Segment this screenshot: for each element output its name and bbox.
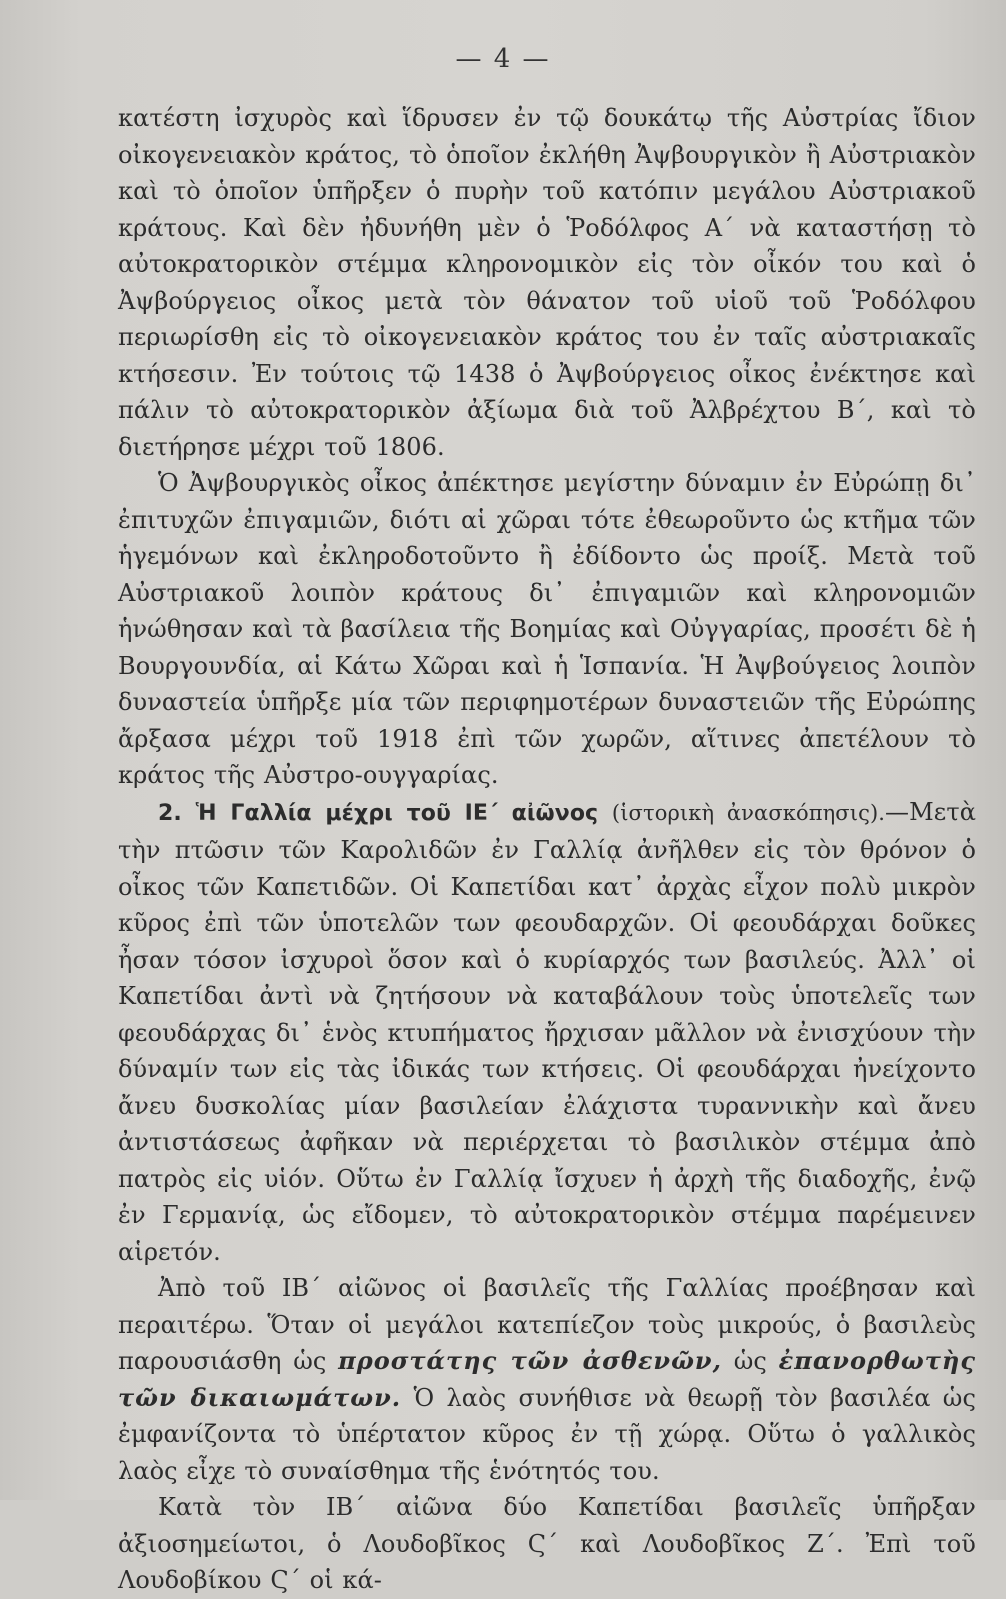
emphasis-restorer: ἐπανορθωτὴς τῶν δικαιωμάτων. bbox=[118, 1346, 976, 1412]
section-2-paragraph bbox=[118, 794, 976, 1271]
paragraph-4 bbox=[118, 1270, 976, 1489]
section-note: (ἱστορικὴ ἀνασκόπησις). bbox=[611, 800, 886, 825]
section-title: Ἡ Γαλλία μέχρι τοῦ ΙΕ΄ αἰῶνος bbox=[195, 800, 599, 826]
body-text bbox=[118, 100, 976, 1599]
paragraph-1: κατέστη ἰσχυρὸς καὶ ἵδρυσεν ἐν τῷ δουκάτῳ τῆς Αὐστρίας ἴδιον οἰκογενειακὸν κράτος, τὸ ὁποῖον ἐκλήθη Ἀψβουργικὸν ἢ Αὐστριακὸν καὶ τὸ ὁποῖον ὑπῆρξεν ὁ πυρὴν τοῦ κατόπιν μεγάλου Αὐστριακοῦ κράτους. Καὶ δὲν ἠδυνήθη μὲν ὁ Ῥοδόλφος Α΄ νὰ καταστήσῃ τὸ αὐτοκρατορικὸν στέμμα κληρονομικὸν εἰς τὸν οἶκόν του καὶ ὁ Ἀψβούργειος οἶκος μετὰ τὸν θάνατον τοῦ υἱοῦ τοῦ Ῥοδόλφου περιωρίσθη εἰς τὸ οἰκογενειακὸν κράτος του ἐν ταῖς αὐστριακαῖς κτήσεσιν. Ἐν τούτοις τῷ 1438 ὁ Ἀψβούργειος οἶκος ἐνέκτησε καὶ πάλιν τὸ αὐτοκρατορικὸν ἀξίωμα διὰ τοῦ Ἀλβρέχτου Β΄, καὶ τὸ διετήρησε μέχρι τοῦ 1806. bbox=[118, 104, 976, 461]
emphasis-protector: προστάτης τῶν ἀσθενῶν, bbox=[338, 1346, 722, 1375]
paragraph-4-after: Ὁ λαὸς συνήθισε νὰ θεωρῇ τὸν βασιλέα ὡς ἐμφανίζοντα τὸ ὑπέρτατον κῦρος ἐν τῇ χώρᾳ. Οὕτω ὁ γαλλικὸς λαὸς εἶχε τὸ συναίσθημα τῆς ἑνότητός του. bbox=[118, 1383, 977, 1485]
paragraph-5: Κατὰ τὸν ΙΒ΄ αἰῶνα δύο Καπετίδαι βασιλεῖς ὑπῆρξαν ἀξιοσημείωτοι, ὁ Λουδοβῖκος Ϛ΄ καὶ Λουδοβῖκος Ζ΄. Ἐπὶ τοῦ Λουδοβίκου Ϛ΄ οἱ κά- bbox=[118, 1493, 976, 1594]
section-number: 2. bbox=[158, 800, 182, 826]
section-2-text: —Μετὰ τὴν πτῶσιν τῶν Καρολιδῶν ἐν Γαλλίᾳ ἀνῆλθεν εἰς τὸν θρόνον ὁ οἶκος τῶν Καπετιδῶν. Οἱ Καπετίδαι κατ᾽ ἀρχὰς εἶχον πολὺ μικρὸν κῦρος ἐπὶ τῶν ὑποτελῶν των φεουδαρχῶν. Οἱ φεουδάρχαι δοῦκες ἦσαν τόσον ἰσχυροὶ ὅσον καὶ ὁ κυρίαρχός των βασιλεύς. Ἀλλ᾽ οἱ Καπετίδαι ἀντὶ νὰ ζητήσουν νὰ καταβάλουν τοὺς ὑποτελεῖς των φεουδάρχας δι᾽ ἑνὸς κτυπήματος ἤρχισαν μᾶλλον νὰ ἐνισχύουν τὴν δύναμίν των εἰς τὰς ἰδικάς των κτήσεις. Οἱ φεουδάρχαι ἠνείχοντο ἄνευ δυσκολίας μίαν βασιλείαν ἐλάχιστα τυραννικὴν καὶ ἄνευ ἀντιστάσεως ἀφῆκαν νὰ περιέρχεται τὸ βασιλικὸν στέμμα ἀπὸ πατρὸς εἰς υἱόν. Οὕτω ἐν Γαλλίᾳ ἴσχυεν ἡ ἀρχὴ τῆς διαδοχῆς, ἐνῷ ἐν Γερμανίᾳ, ὡς εἴδομεν, τὸ αὐτοκρατορικὸν στέμμα παρέμεινεν αἱρετόν. bbox=[118, 797, 977, 1266]
page-number: — 4 — bbox=[455, 44, 551, 74]
paragraph-2: Ὁ Ἀψβουργικὸς οἶκος ἀπέκτησε μεγίστην δύναμιν ἐν Εὐρώπῃ δι᾽ ἐπιτυχῶν ἐπιγαμιῶν, διότι αἱ χῶραι τότε ἐθεωροῦντο ὡς κτῆμα τῶν ἡγεμόνων καὶ ἐκληροδοτοῦντο ἢ ἐδίδοντο ὡς προίξ. Μετὰ τοῦ Αὐστριακοῦ λοιπὸν κράτους δι᾽ ἐπιγαμιῶν καὶ κληρονομιῶν ἡνώθησαν καὶ τὰ βασίλεια τῆς Βοημίας καὶ Οὐγγαρίας, προσέτι δὲ ἡ Βουργουνδία, αἱ Κάτω Χῶραι καὶ ἡ Ἱσπανία. Ἡ Ἀψβούγειος λοιπὸν δυναστεία ὑπῆρξε μία τῶν περιφημοτέρων δυναστειῶν τῆς Εὐρώπης ἄρξασα μέχρι τοῦ 1918 ἐπὶ τῶν χωρῶν, αἵτινες ἀπετέλουν τὸ κράτος τῆς Αὐστρο-ουγγαρίας. bbox=[118, 469, 976, 789]
paragraph-4-middle: ὡς bbox=[721, 1347, 779, 1375]
paragraph-4-before: Ἀπὸ τοῦ ΙΒ΄ αἰῶνος οἱ βασιλεῖς τῆς Γαλλίας προέβησαν καὶ περαιτέρω. Ὅταν οἱ μεγάλοι κατεπίεζον τοὺς μικρούς, ὁ βασιλεὺς παρουσιάσθη ὡς bbox=[118, 1274, 976, 1375]
